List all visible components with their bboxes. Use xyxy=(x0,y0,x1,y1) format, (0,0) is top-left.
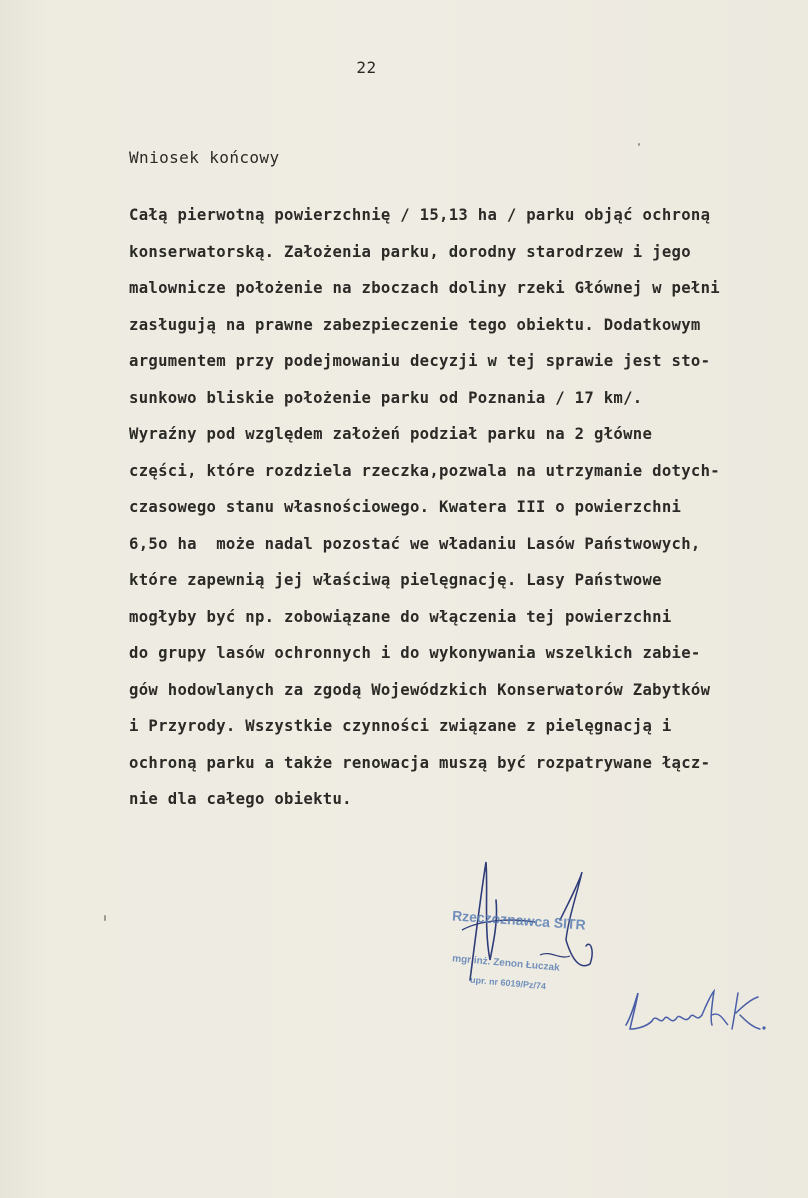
stamp-license: upr. nr 6019/Pz/74 xyxy=(469,974,547,992)
paragraph-line: czasowego stanu własnościowego. Kwatera III o powierzchni xyxy=(129,498,682,516)
paragraph-line: konserwatorską. Założenia parku, dorodny starodrzew i jego xyxy=(129,242,691,261)
page-number: 22 xyxy=(356,58,377,77)
paragraph-line: nie dla całego obiektu. xyxy=(129,790,352,808)
paragraph-line: części, które rozdziela rzeczka,pozwala na utrzymanie dotych- xyxy=(129,461,720,480)
paragraph-line: do grupy lasów ochronnych i do wykonywania wszelkich zabie- xyxy=(129,644,701,662)
paragraph-line: gów hodowlanych za zgodą Wojewódzkich Konserwatorów Zabytków xyxy=(129,680,711,699)
stamp-name: mgr inż. Zenon Łuczak xyxy=(451,953,561,974)
paragraph-line: Wyraźny pod względem założeń podział parku na 2 główne xyxy=(129,425,653,443)
stamp-title: Rzeczoznawca SITR xyxy=(451,907,587,933)
paragraph-line: 6,5o ha może nadal pozostać we władaniu Lasów Państwowych, xyxy=(129,534,701,553)
body-paragraph xyxy=(129,197,797,818)
paragraph-line: ochroną parku a także renowacja muszą być rozpatrywane łącz- xyxy=(129,753,711,772)
paragraph-line: mogłyby być np. zobowiązane do włączenia tej powierzchni xyxy=(129,607,672,626)
paragraph-line: Całą pierwotną powierzchnię / 15,13 ha / parku objąć ochroną xyxy=(129,206,711,224)
paper-speck xyxy=(104,915,106,921)
paper-speck xyxy=(638,143,640,146)
official-stamp xyxy=(440,860,620,990)
paragraph-line: sunkowo bliskie położenie parku od Poznania / 17 km/. xyxy=(129,388,643,407)
section-heading: Wniosek końcowy xyxy=(129,148,280,167)
paragraph-line: które zapewnią jej właściwą pielęgnację. Lasy Państwowe xyxy=(129,571,662,589)
handwritten-signature xyxy=(620,985,770,1040)
paragraph-line: i Przyrody. Wszystkie czynności związane z pielęgnacją i xyxy=(129,717,672,735)
paragraph-line: zasługują na prawne zabezpieczenie tego obiektu. Dodatkowym xyxy=(129,315,701,334)
paragraph-line: argumentem przy podejmowaniu decyzji w tej sprawie jest sto- xyxy=(129,352,711,370)
paragraph-line: malownicze położenie na zboczach doliny rzeki Głównej w pełni xyxy=(129,279,720,297)
